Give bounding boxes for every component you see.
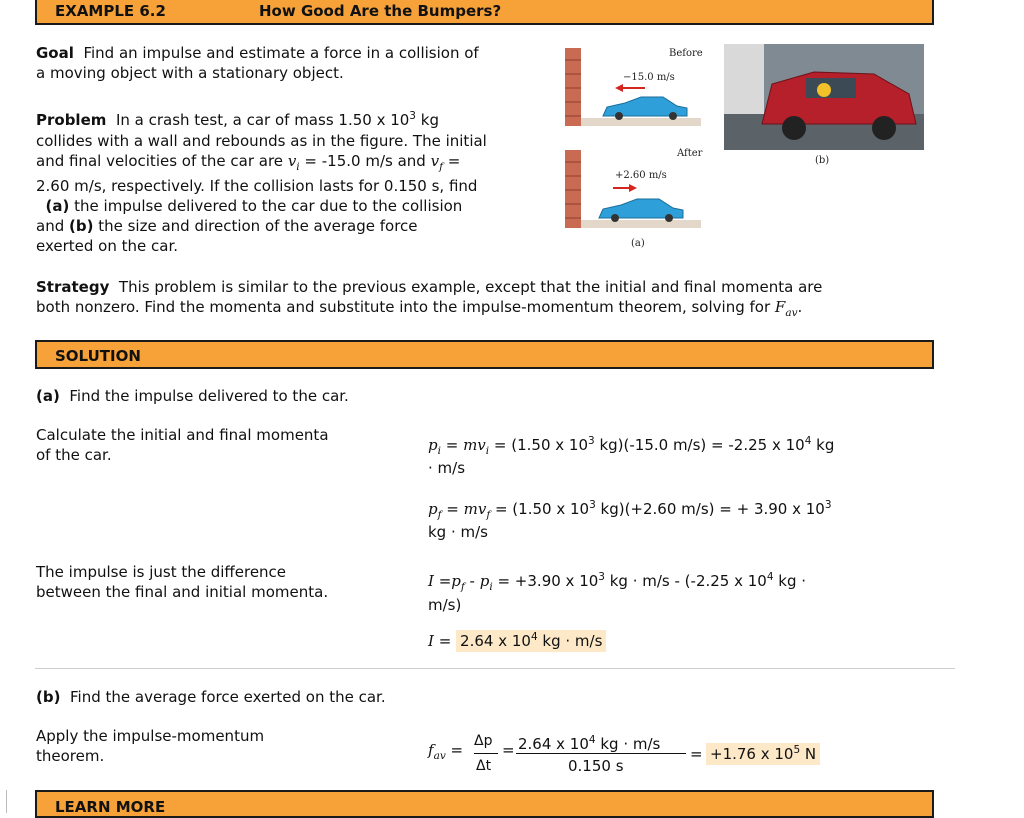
fav-symbol: F: [774, 298, 786, 316]
eq3-c: kg ·: [773, 572, 807, 590]
vf-sub: f: [439, 161, 443, 173]
problem-line-5: [36, 196, 462, 216]
left-edge-line: [6, 790, 7, 813]
problem-line-3: [36, 151, 460, 171]
pf-sub: f: [437, 509, 442, 521]
eq3-pi-sub: i: [489, 581, 493, 593]
eq3-sup2: 4: [766, 571, 774, 583]
solution-header-bar: [35, 340, 934, 369]
fav-sub: av: [785, 307, 798, 319]
strategy-line-1: [36, 277, 822, 297]
pf-symbol: p: [428, 500, 438, 518]
fraction-line-2: [516, 753, 686, 754]
answer-impulse-symbol: I: [428, 632, 434, 650]
ans-b: kg · m/s: [537, 632, 603, 650]
goal-label: Goal: [36, 44, 74, 62]
problem-text-4: 2.60 m/s, respectively. If the collision lasts for 0.150 s, find: [36, 177, 478, 195]
apply-text-2: theorem.: [36, 747, 105, 765]
divider: [35, 668, 955, 669]
eq3-sup1: 3: [598, 571, 605, 583]
force-ans-sup: 5: [793, 744, 801, 756]
mvi-sub: i: [485, 445, 490, 457]
f-symbol: f: [428, 741, 434, 759]
part-a-text: Find the impulse delivered to the car.: [69, 387, 349, 405]
mvi-symbol: mv: [463, 436, 486, 454]
figure-a: [563, 40, 713, 252]
problem-text-1a: In a crash test, a car of mass 1.50 x 10: [115, 111, 410, 129]
eq1-sup2: 4: [804, 435, 812, 447]
eq2-a: = (1.50 x 10: [490, 500, 590, 518]
force-ans-b: N: [800, 745, 817, 763]
before-label: Before: [669, 48, 703, 59]
velocity-after-label: +2.60 m/s: [615, 170, 667, 181]
problem-text-2: collides with a wall and rebounds as in the figure. The initial: [36, 132, 487, 150]
crash-photo-illustration: [724, 44, 924, 150]
equation-pi: $p_i = mv_i = (1.50$ x $10^3$ kg)(-15.0 m/s) = -2.25 x $10^4$ kg: [428, 435, 835, 457]
problem-text-3a: and final velocities of the car are: [36, 152, 288, 170]
ans-a: 2.64 x 10: [460, 632, 531, 650]
part-b-heading: [36, 687, 386, 707]
eq1-c: kg: [811, 436, 835, 454]
goal-line-1: [36, 43, 479, 63]
eq3-a: = +3.90 x 10: [492, 572, 599, 590]
mvf-symbol: mv: [463, 500, 487, 518]
after-label: After: [677, 148, 703, 159]
apply-text-1: Apply the impulse-momentum: [36, 727, 265, 745]
force-answer: [706, 744, 820, 764]
force-answer-highlight: [706, 743, 820, 765]
eq3-b: kg · m/s - (-2.25 x 10: [604, 572, 767, 590]
part-b-label: (b): [36, 688, 61, 706]
strategy-line-2: [36, 297, 802, 317]
vi-symbol: v: [287, 152, 297, 170]
goal-text-2: a moving object with a stationary object.: [36, 64, 344, 82]
problem-text-5: the impulse delivered to the car due to the collision: [69, 197, 463, 215]
impulse-text-2: between the final and initial momenta.: [36, 583, 329, 601]
strategy-text-1: This problem is similar to the previous example, except that the initial and final momenta are: [118, 278, 823, 296]
problem-exp: 3: [409, 110, 416, 122]
pi-sub: i: [437, 445, 441, 457]
problem-text-6c: the size and direction of the average force: [93, 217, 418, 235]
eq2-sup1: 3: [589, 499, 596, 511]
equation-pf: $p_f = mv_f = (1.50$ x $10^3$ kg)(+2.60 m/s) = + 3.90 x $10^3$: [428, 499, 832, 521]
num-sup: 4: [588, 734, 596, 746]
part-b-text: Find the average force exerted on the car.: [70, 688, 386, 706]
problem-text-6a: and: [36, 217, 69, 235]
learn-more-bar[interactable]: [35, 790, 934, 818]
equation-impulse: $I =p_f - p_i = +3.90$ x $10^3$ kg · m/s - (-2.25 x $10^4$ kg ·: [428, 571, 807, 593]
num-b: kg · m/s: [595, 735, 661, 753]
example-label: EXAMPLE 6.2: [55, 2, 166, 20]
velocity-before-label: −15.0 m/s: [623, 72, 675, 83]
f-sub: av: [433, 750, 446, 762]
eq3-pf-sub: f: [460, 581, 465, 593]
problem-text-7: exerted on the car.: [36, 237, 179, 255]
part-a-heading: [36, 386, 349, 406]
ans-sup: 4: [530, 631, 538, 643]
mvf-sub: f: [486, 509, 491, 521]
calc-text-1: Calculate the initial and final momenta: [36, 426, 329, 444]
strategy-period: .: [797, 298, 803, 316]
example-title: How Good Are the Bumpers?: [259, 2, 502, 20]
goal-text-1: Find an impulse and estimate a force in a collision of: [83, 44, 479, 62]
pi-symbol: p: [428, 436, 438, 454]
crash-test-photo: [724, 44, 924, 150]
figure-b-caption: (b): [815, 155, 830, 166]
eq3-pf: p: [451, 572, 461, 590]
equals-2: =: [690, 745, 703, 763]
fav-symbol-eq: $f_{av}$ =: [428, 741, 464, 762]
eq1-b: kg)(-15.0 m/s) = -2.25 x 10: [594, 436, 805, 454]
num-a: 2.64 x 10: [518, 735, 589, 753]
problem-text-3c: =: [442, 152, 461, 170]
force-ans-a: +1.76 x 10: [710, 745, 794, 763]
eq2-sup2: 3: [824, 499, 832, 511]
strategy-text-2: both nonzero. Find the momenta and substitute into the impulse-momentum theorem, solving for: [36, 298, 775, 316]
delta-t: Δt: [476, 758, 492, 774]
fraction-line-1: [474, 753, 498, 754]
impulse-answer: I = 2.64 x $10^4$ kg · m/s: [428, 631, 606, 651]
figure-a-caption: (a): [631, 238, 645, 249]
equation-pi-line-2: · m/s: [428, 459, 466, 477]
eq3-pi: p: [479, 572, 490, 590]
eq2-b: kg)(+2.60 m/s) = + 3.90 x 10: [595, 500, 825, 518]
impulse-text-1: The impulse is just the difference: [36, 563, 287, 581]
numerator: [518, 734, 660, 754]
eq1-sup1: 3: [588, 435, 595, 447]
calc-text-2: of the car.: [36, 446, 112, 464]
example-header-bar: [35, 0, 934, 25]
part-a-label: (a): [36, 387, 60, 405]
problem-line-6: [36, 216, 418, 236]
delta-p: Δp: [474, 733, 493, 749]
part-b-ref: (b): [69, 217, 94, 235]
learn-more-label[interactable]: LEARN MORE: [55, 798, 166, 816]
problem-line-1: [36, 110, 439, 130]
vf-symbol: v: [430, 152, 440, 170]
solution-label: SOLUTION: [55, 347, 141, 365]
strategy-label: Strategy: [36, 278, 110, 296]
problem-text-3b: = -15.0 m/s and: [299, 152, 431, 170]
part-a-ref: (a): [45, 197, 70, 215]
impulse-answer-highlight: [456, 630, 606, 652]
impulse-symbol: I: [428, 572, 434, 590]
denominator: 0.150 s: [568, 757, 624, 775]
eq1-a: = (1.50 x 10: [489, 436, 588, 454]
problem-label: Problem: [36, 111, 107, 129]
equation-pf-line-2: kg · m/s: [428, 523, 488, 541]
problem-text-1b: kg: [415, 111, 439, 129]
equation-impulse-line-2: m/s): [428, 596, 462, 614]
equals-1: =: [502, 741, 515, 759]
vi-sub: i: [296, 161, 300, 173]
